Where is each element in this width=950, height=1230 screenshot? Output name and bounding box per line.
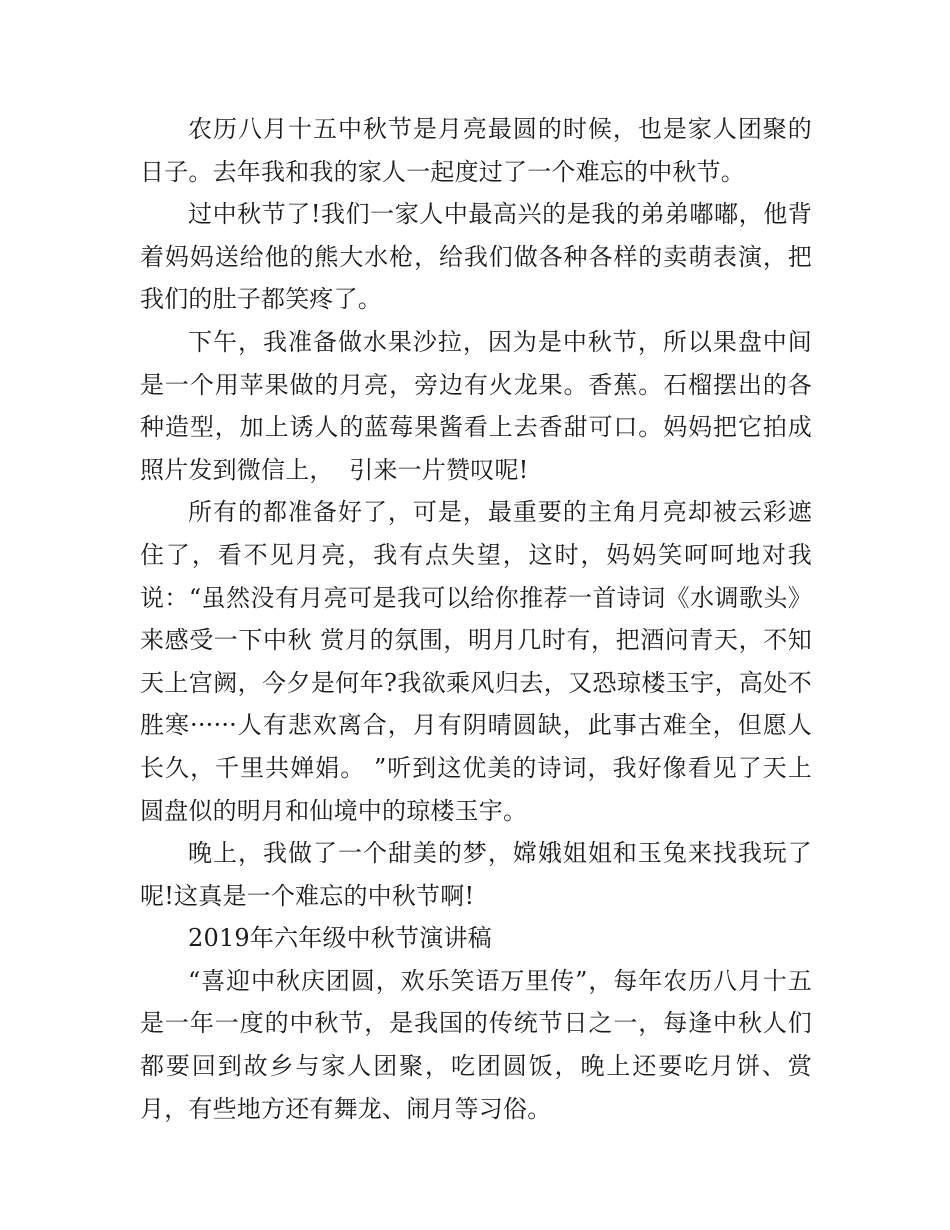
paragraph-speech-opening: “喜迎中秋庆团圆，欢乐笑语万里传”，每年农历八月十五是一年一度的中秋节，是我国的传统节日之一，每逢中秋人们都要回到故乡与家人团聚，吃团圆饭，晚上还要吃月饼、赏月，有些地方还有舞龙、闹月等习俗。 (140, 966, 812, 1123)
speech-title: 2019年六年级中秋节演讲稿 (188, 924, 492, 953)
paragraph-brother-dudu: 过中秋节了!我们一家人中最高兴的是我的弟弟嘟嘟，他背着妈妈送给他的熊大水枪，给我们做各种各样的卖萌表演，把我们的肚子都笑疼了。 (140, 200, 812, 314)
paragraph-poem-shuidiaogetou: 所有的都准备好了，可是，最重要的主角月亮却被云彩遮住了，看不见月亮，我有点失望，这时，妈妈笑呵呵地对我说：“虽然没有月亮可是我可以给你推荐一首诗词《水调歌头》来感受一下中秋 赏月的氛围，明月几时有，把酒问青天，不知天上宫阙，今夕是何年?我欲乘风归去，又恐琼楼玉宇，高处不胜寒······人有悲欢离合，月有阴晴圆缺，此事古难全，但愿人长久，千里共婵娟。 ”听到这优美的诗词，我好像看见了天上圆盘似的明月和仙境中的琼楼玉宇。 (140, 498, 812, 825)
paragraph-fruit-salad: 下午，我准备做水果沙拉，因为是中秋节，所以果盘中间是一个用苹果做的月亮，旁边有火龙果。香蕉。石榴摆出的各种造型，加上诱人的蓝莓果酱看上去香甜可口。妈妈把它拍成照片发到微信上， 引来一片赞叹呢! (140, 327, 812, 484)
document-page (140, 108, 812, 1130)
paragraph-mid-autumn-intro: 农历八月十五中秋节是月亮最圆的时候，也是家人团聚的日子。去年我和我的家人一起度过了一个难忘的中秋节。 (140, 115, 812, 186)
paragraph-evening-dream: 晚上，我做了一个甜美的梦，嫦娥姐姐和玉兔来找我玩了呢!这真是一个难忘的中秋节啊! (140, 839, 812, 910)
